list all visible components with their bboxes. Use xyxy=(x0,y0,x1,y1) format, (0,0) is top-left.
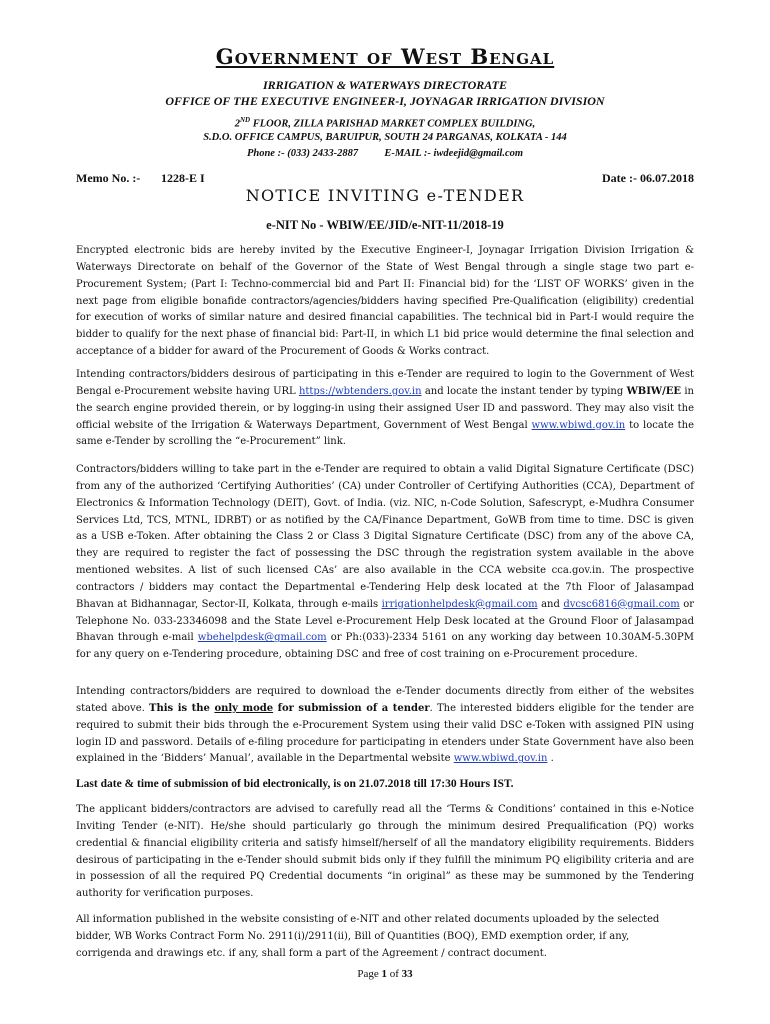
wbiwd-link-2[interactable]: www.wbiwd.gov.in xyxy=(453,753,548,765)
directorate-line: IRRIGATION & WATERWAYS DIRECTORATE xyxy=(263,78,507,92)
text-segment: Intending contractors/bidders desirous of participating in this e-Tender are required to login to the Government of West Bengal e-Procurement website having URL xyxy=(76,369,694,397)
contact-line: Phone :- (033) 2433-2887 E-MAIL :- iwdeejid@gmail.com xyxy=(246,148,524,159)
paragraph-login xyxy=(76,367,694,451)
text-segment: in the search engine provided therein, or by logging-in using their assigned User ID and password. They may also visit the official website of the Irrigation & Waterways Department, Government of West Bengal xyxy=(76,385,694,431)
paragraph-agreement-line-2: bidder, WB Works Contract Form No. 2911(i)/2911(ii), Bill of Quantities (BOQ), EMD exemption order, if any, xyxy=(76,931,630,942)
text-segment: Intending contractors/bidders are required to download the e-Tender documents directly from either of the websites stated above. xyxy=(76,686,694,714)
page-number: 1 xyxy=(381,968,387,980)
page-word: Page xyxy=(357,968,382,980)
floor-suffix: ND xyxy=(240,116,251,124)
paragraph-terms: The applicant bidders/contractors are advised to carefully read all the ‘Terms & Conditions’ contained in this e-Notice Inviting Tender (e-NIT). He/she should particularly go through the minimum desired Prequalification (PQ) works credential & financial eligibility criteria and satisfy himself/herself of all the mandatory eligibility requirements. Bidders desirous of participating in the e-Tender should submit bids only if they fulfill the minimum PQ eligibility criteria and are in possession of all the required PQ Credential documents “in original” as these may be summoned by the Tendering authority for verification purposes. xyxy=(76,804,694,900)
paragraph-agreement-line-3: corrigenda and drawings etc. if any, shall form a part of the Agreement / contract document. xyxy=(76,948,547,959)
text-segment: . The interested bidders eligible for the tender are required to submit their bids through the e-Procurement System using their valid DSC e-Token with assigned PIN using login ID and password. Details of e-filing procedure for participating in etenders under State Government have also been explained in the ‘Bidders’ Manual’, available in the Departmental website xyxy=(76,702,695,765)
floor-number: 2 xyxy=(234,118,240,130)
search-keyword: WBIW/EE xyxy=(626,385,682,397)
nit-number: e-NIT No - WBIW/EE/JID/e-NIT-11/2018-19 xyxy=(266,218,504,232)
memo-number: 1228-E I xyxy=(161,171,205,185)
paragraph-invitation: Encrypted electronic bids are hereby invited by the Executive Engineer-I, Joynagar Irrigation Division Irrigation & Waterways Directorate on behalf of the Governor of the State of West Bengal through a single stage two part e-Procurement System; (Part I: Techno-commercial bid and Part II: Financial bid) for the ‘LIST OF WORKS’ given in the next page from eligible bonafide contractors/agencies/bidders having specified Pre-Qualification (eligibility) credential for execution of works of similar nature and desired financial capabilities. The technical bid in Part-I would require the bidder to qualify for the next phase of financial bid: Part-II, in which L1 bid price would determine the final selection and acceptance of a bidder for award of the Procurement of Goods & Works contract. xyxy=(76,245,694,358)
text-segment: . xyxy=(547,753,554,765)
paragraph-dsc xyxy=(76,462,694,664)
bold-segment: This is the xyxy=(149,702,215,714)
text-segment: and locate the instant tender by typing xyxy=(421,385,627,397)
page-footer xyxy=(0,968,770,980)
memo-row xyxy=(76,171,694,187)
dvcsc-email-link[interactable]: dvcsc6816@gmail.com xyxy=(563,598,680,610)
memo-label: Memo No. :- xyxy=(76,171,141,185)
wbiwd-link[interactable]: www.wbiwd.gov.in xyxy=(531,419,626,431)
page-total: 33 xyxy=(401,968,413,980)
address-line-1 xyxy=(0,116,770,130)
office-line: OFFICE OF THE EXECUTIVE ENGINEER-I, JOYNAGAR IRRIGATION DIVISION xyxy=(165,94,605,108)
of-word: of xyxy=(386,968,402,980)
bold-segment: for submission of a tender xyxy=(273,702,430,714)
text-segment: Contractors/bidders willing to take part in the e-Tender are required to obtain a valid Digital Signature Certificate (DSC) from any of the authorized ‘Certifying Authorities’ (CA) under Controller of Certifying Authorities (CCA), Department of Electronics & Information Technology (DEIT), Govt. of India. (viz. NIC, n-Code Solution, Safescrypt, e-Mudhra Consumer Services Ltd, TCS, MTNL, IDRBT) or as notified by the CA/Finance Department, GoWB from time to time. DSC is given as a USB e-Token. After obtaining the Class 2 or Class 3 Digital Signature Certificate (DSC) from any of the above CA, they are required to register the fact of possessing the DSC through the registration system available in the above mentioned websites. A list of such licensed CAs’ are also available in the CCA website cca.gov.in. The prospective contractors / bidders may contact the Departmental e-Tendering Help desk located at the 7th Floor of Jalasampad Bhavan at Bidhannagar, Sector-II, Kolkata, through e-mails xyxy=(76,464,694,610)
address-line-1-rest: FLOOR, ZILLA PARISHAD MARKET COMPLEX BUILDING, xyxy=(250,118,536,130)
text-segment: and xyxy=(537,598,564,610)
paragraph-agreement-line-1: All information published in the website consisting of e-NIT and other related documents uploaded by the selected xyxy=(76,914,660,925)
text-segment: to locate the same e-Tender by scrolling the “e-Procurement” link. xyxy=(76,419,694,448)
text-segment: or Telephone No. 033-23346098 and the State Level e-Procurement Help Desk located at the Ground Floor of Jalasampad Bhavan through e-mail xyxy=(76,598,694,644)
submission-deadline: Last date & time of submission of bid electronically, is on 21.07.2018 till 17:30 Hours IST. xyxy=(76,778,514,790)
irrigation-helpdesk-email-link[interactable]: irrigationhelpdesk@gmail.com xyxy=(381,598,538,610)
text-segment: or Ph:(033)-2334 5161 on any working day between 10.30AM-5.30PM for any query on e-Tendering procedure, obtaining DSC and free of cost training on e-Procurement procedure. xyxy=(76,632,694,661)
paragraph-download xyxy=(76,684,694,768)
underlined-bold-segment: only mode xyxy=(214,702,274,714)
notice-title: NOTICE INVITING e-TENDER xyxy=(245,186,525,205)
wbehelpdesk-email-link[interactable]: wbehelpdesk@gmail.com xyxy=(197,632,327,644)
address-line-2: S.D.O. OFFICE CAMPUS, BARUIPUR, SOUTH 24 PARGANAS, KOLKATA - 144 xyxy=(203,132,567,143)
memo-date: Date :- 06.07.2018 xyxy=(602,171,694,185)
government-heading: Government of West Bengal xyxy=(215,44,555,69)
wbtenders-link[interactable]: https://wbtenders.gov.in xyxy=(298,385,422,397)
